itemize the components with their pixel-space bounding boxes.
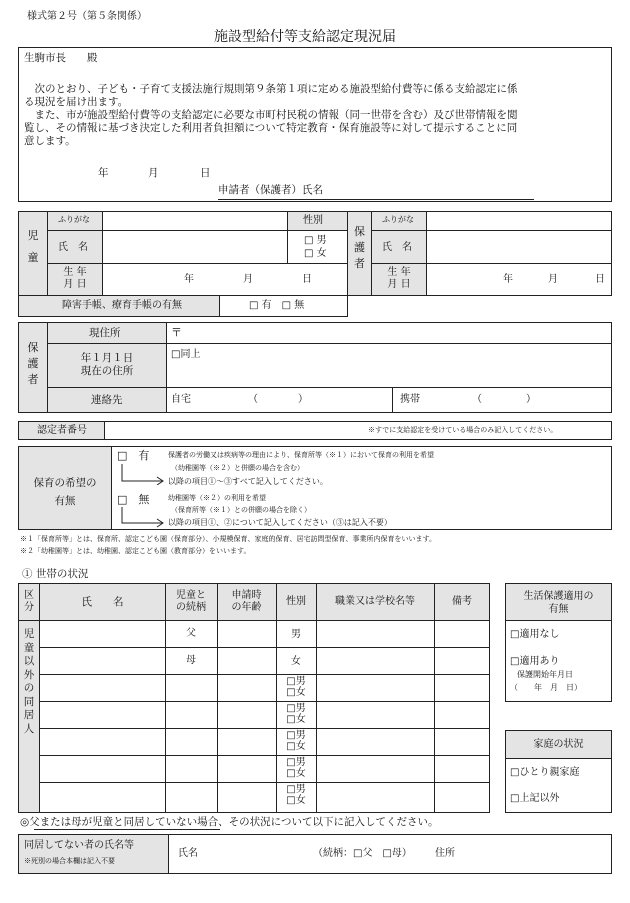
note-2: ※２「幼稚園等」とは、幼稚園、認定こども園（教育部分）をいいます。 <box>20 547 251 555</box>
mobile-phone-paren-open: （ <box>472 394 482 405</box>
separate-name-label: 氏名 <box>178 848 198 859</box>
separate-notice: ◎父または母が児童と同居していない場合、その状況について以下に記入してください。 <box>20 816 439 828</box>
hh-row-gender[interactable]: □男 □女 <box>286 703 306 725</box>
hh-side-char: 以 <box>23 655 35 667</box>
child-section-char-1: 児 <box>27 229 39 242</box>
guardian-furigana-field[interactable] <box>427 212 611 230</box>
hh-row-relation: 父 <box>186 628 196 639</box>
child-furigana-field[interactable] <box>103 212 286 230</box>
intro-para2-line2: 覧し、その情報に基づき決定した利用者負担額について特定教育・保育施設等に対して提示することに同 <box>24 122 518 134</box>
addr-section-char-3: 者 <box>27 373 39 386</box>
guardian-birth-month: 月 <box>548 274 558 285</box>
childcare-label-1: 保育の希望の <box>33 477 97 489</box>
hh-col-job: 職業又は学校名等 <box>335 596 415 607</box>
guardian-birth-year: 年 <box>503 274 513 285</box>
child-birth-month: 月 <box>243 274 253 285</box>
child-birth-day: 日 <box>302 274 312 285</box>
addr-section-char-1: 保 <box>27 341 39 354</box>
guardian-birth-label-1: 生 年 <box>387 267 411 278</box>
page-title: 施設型給付等支給認定現況届 <box>214 29 396 45</box>
guardian-name-label: 氏 名 <box>382 242 412 253</box>
hh-row-gender[interactable]: □男 □女 <box>286 757 306 779</box>
separate-relation-checkboxes[interactable]: （続柄：□父 □母） <box>313 848 412 859</box>
hh-side-char: 児 <box>23 628 35 640</box>
separate-address-label: 住所 <box>435 848 455 859</box>
current-address-field[interactable] <box>184 324 610 342</box>
date-year: 年 <box>98 167 109 179</box>
intro-para1-line2: る現況を届け出ます。 <box>24 96 129 108</box>
intro-para1-line1: 次のとおり、子ども・子育て支援法施行規則第９条第１項に定める施設型給付費等に係る支給認定に係 <box>24 83 518 95</box>
child-name-label: 氏 名 <box>58 242 88 253</box>
jan1-label-1: 年１月１日 <box>80 352 134 364</box>
hh-row-gender: 男 <box>291 629 301 640</box>
hh-row-name-field[interactable] <box>40 621 164 646</box>
hh-side-label <box>19 628 39 736</box>
hh-row-gender[interactable]: □男 □女 <box>286 784 306 806</box>
disability-options[interactable]: □ 有 □ 無 <box>249 300 305 311</box>
separate-sub: ※死別の場合本欄は記入不要 <box>24 857 115 865</box>
welfare-applied-checkbox[interactable]: □適用あり <box>510 656 560 667</box>
home-phone-paren-close: ） <box>298 394 308 405</box>
guardian-section-char-3: 者 <box>354 257 365 270</box>
hh-col-relation-2: の続柄 <box>176 602 206 613</box>
child-section-char-2: 童 <box>27 251 39 264</box>
separate-label: 同居してない者の氏名等 <box>24 840 134 851</box>
welfare-none-checkbox[interactable]: □適用なし <box>510 629 560 640</box>
hh-row-name-field[interactable] <box>40 783 164 808</box>
childcare-no-line1: 幼稚園等（※２）の利用を希望 <box>168 494 266 502</box>
addressee: 生駒市長 殿 <box>24 52 98 64</box>
applicant-label: 申請者（保護者）氏名 <box>218 184 323 196</box>
table-rule <box>217 583 218 813</box>
child-gender-male[interactable]: □ 男 <box>304 235 327 246</box>
childcare-yes-checkbox[interactable]: □ 有 <box>117 449 150 462</box>
child-birth-label-2: 月 日 <box>63 279 87 290</box>
current-address-label: 現住所 <box>89 327 121 339</box>
childcare-yes-line1: 保護者の労働又は疾病等の理由により、保育所等（※１）において保育の利用を希望 <box>168 451 434 459</box>
table-rule <box>316 583 317 813</box>
childcare-yes-line2: （幼稚園等（※２）と併願の場合を含む） <box>171 464 304 472</box>
welfare-header-2: 有無 <box>548 604 569 615</box>
jan1-address-field[interactable] <box>220 345 610 385</box>
family-single-parent-checkbox[interactable]: □ひとり親家庭 <box>510 767 580 778</box>
guardian-section-char-1: 保 <box>354 225 365 238</box>
home-phone-field[interactable] <box>260 390 296 410</box>
hh-row-gender: 女 <box>291 656 301 667</box>
hh-row-gender[interactable]: □男 □女 <box>286 676 306 698</box>
guardian-name-field[interactable] <box>427 231 611 262</box>
child-furigana-label: ふりがな <box>58 215 90 224</box>
childcare-no-line2: （保育所等（※１）との併願の場合を除く） <box>171 506 311 514</box>
hh-side-char: 居 <box>23 709 35 721</box>
welfare-start-label: 保護開始年月日 <box>517 670 573 679</box>
welfare-start-date[interactable]: （ 年 月 日） <box>510 683 582 692</box>
hh-side-char: 人 <box>23 722 35 735</box>
guardian-furigana-label: ふりがな <box>382 215 414 224</box>
hh-side-char: 外 <box>23 668 35 681</box>
hh-side-char: の <box>23 682 35 694</box>
hh-col-kubun-1: 区 <box>24 590 34 601</box>
hh-col-kubun-2: 分 <box>24 602 34 613</box>
household-heading: ① 世帯の状況 <box>22 568 89 580</box>
hh-col-age-2: の年齢 <box>231 602 262 613</box>
hh-col-relation-1: 児童と <box>176 590 206 601</box>
hh-row-name-field[interactable] <box>40 756 164 781</box>
yes-arrow-icon <box>120 463 166 485</box>
childcare-no-checkbox[interactable]: □ 無 <box>117 493 150 506</box>
childcare-no-line3: 以降の項目①、②について記入してください（③は記入不要） <box>168 518 392 527</box>
applicant-name-line[interactable] <box>218 199 534 200</box>
hh-col-name: 氏 名 <box>81 596 124 608</box>
welfare-header-1: 生活保護適用の <box>523 591 594 602</box>
hh-col-gender: 性別 <box>286 596 306 607</box>
disability-label: 障害手帳、療育手帳の有無 <box>62 300 182 311</box>
note-1: ※１「保育所等」とは、保育所、認定こども園（保育部分）、小規模保育、家庭的保育、居宅訪問型保育、事業所内保育をいいます。 <box>20 535 436 543</box>
family-header: 家庭の状況 <box>533 739 584 750</box>
childcare-label-2: 有無 <box>54 495 76 507</box>
cert-number-field[interactable] <box>106 422 366 439</box>
intro-para2-line1: また、市が施設型給付費等の支給認定に必要な市町村民税の情報（同一世帯を含む）及び世帯情報を閲 <box>24 109 518 121</box>
child-name-field[interactable] <box>103 231 286 262</box>
hh-row-name-field[interactable] <box>40 675 164 700</box>
hh-row-gender[interactable]: □男 □女 <box>286 730 306 752</box>
child-gender-label: 性別 <box>303 215 323 226</box>
date-day: 日 <box>200 167 211 179</box>
hh-col-remarks: 備考 <box>452 596 472 607</box>
guardian-birth-day: 日 <box>595 274 605 285</box>
home-phone-paren-open: （ <box>248 394 258 405</box>
hh-side-char: 同 <box>23 695 35 708</box>
hh-row-name-field[interactable] <box>40 648 164 673</box>
postal-mark: 〒 <box>171 326 182 339</box>
child-gender-female[interactable]: □ 女 <box>304 248 327 259</box>
childcare-yes-line3: 以降の項目①～③すべて記入してください。 <box>168 477 328 486</box>
mobile-phone-paren-close: ） <box>526 394 536 405</box>
contact-label: 連絡先 <box>91 394 123 406</box>
hh-row-relation: 母 <box>186 655 196 666</box>
same-as-above-checkbox[interactable]: □同上 <box>171 349 201 360</box>
home-phone-label: 自宅 <box>171 394 191 405</box>
hh-side-char: 童 <box>23 641 35 654</box>
hh-row-name-field[interactable] <box>40 702 164 727</box>
cert-number-label: 認定者番号 <box>37 425 87 436</box>
family-other-checkbox[interactable]: □上記以外 <box>510 793 560 804</box>
mobile-phone-label: 携帯 <box>400 394 420 405</box>
intro-para2-line3: 意します。 <box>24 135 76 147</box>
mobile-phone-field[interactable] <box>484 390 524 410</box>
guardian-section-char-2: 護 <box>354 241 365 254</box>
child-birth-label-1: 生 年 <box>63 267 87 278</box>
cert-number-note: ※すでに支給認定を受けている場合のみ記入してください。 <box>368 426 558 434</box>
hh-col-age-1: 申請時 <box>231 590 262 601</box>
date-month: 月 <box>148 167 159 179</box>
no-arrow-icon <box>120 506 166 528</box>
addr-section-char-2: 護 <box>27 357 39 370</box>
form-id: 様式第２号（第５条関係） <box>27 11 147 22</box>
hh-row-name-field[interactable] <box>40 729 164 754</box>
table-rule <box>434 583 435 813</box>
guardian-birth-label-2: 月 日 <box>387 279 411 290</box>
child-birth-year: 年 <box>184 274 194 285</box>
jan1-label-2: 現在の住所 <box>80 365 134 377</box>
table-rule <box>165 583 166 813</box>
